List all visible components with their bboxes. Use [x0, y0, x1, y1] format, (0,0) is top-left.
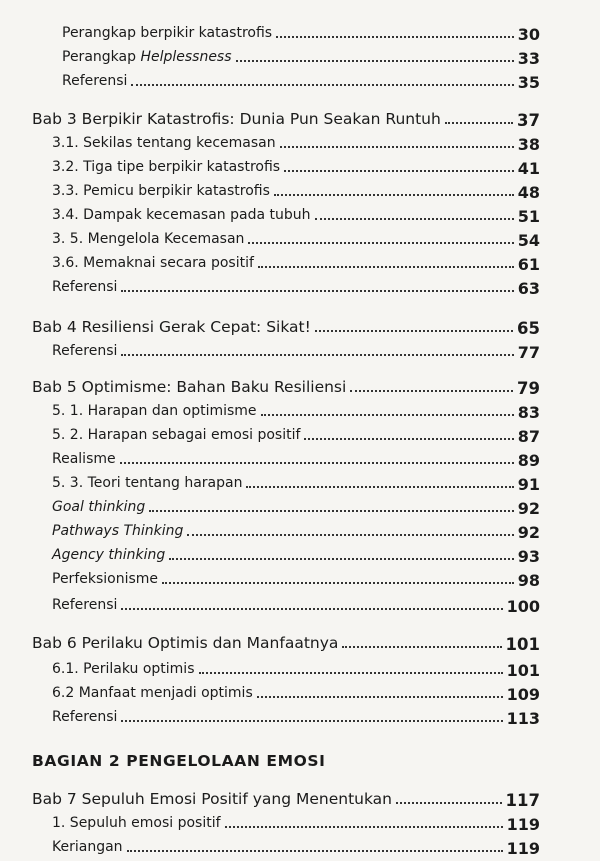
- toc-entry: [52, 680, 540, 704]
- dot-leader: [131, 83, 513, 86]
- dot-leader: [274, 193, 514, 196]
- toc-page-number: 63: [517, 279, 540, 298]
- dot-leader: [225, 825, 503, 828]
- toc-entry-label: 6.1. Perilaku optimis: [52, 661, 195, 677]
- toc-entry: [52, 338, 540, 362]
- dot-leader: [276, 35, 514, 38]
- toc-entry-label: Goal thinking: [52, 499, 146, 515]
- toc-entry-label: 5. 3. Teori tentang harapan: [52, 475, 243, 491]
- dot-leader: [187, 533, 513, 536]
- toc-page-number: 113: [506, 709, 540, 728]
- dot-leader: [258, 265, 514, 268]
- toc-entry-label: 5. 2. Harapan sebagai emosi positif: [52, 427, 301, 443]
- toc-chapter-title: Bab 5 Optimisme: Bahan Baku Resiliensi: [32, 378, 347, 396]
- toc-entry-label: 1. Sepuluh emosi positif: [52, 815, 221, 831]
- toc-entry: [62, 68, 540, 92]
- toc-entry-label: Referensi: [52, 709, 118, 725]
- toc-entry-label: Agency thinking: [52, 547, 166, 563]
- toc-chapter: [32, 374, 540, 398]
- toc-page-number: 38: [517, 135, 540, 154]
- dot-leader: [350, 389, 513, 392]
- dot-leader: [121, 353, 513, 356]
- toc-entry: [52, 592, 540, 616]
- toc-page-number: 54: [517, 231, 540, 250]
- part-heading: BAGIAN 2 PENGELOLAAN EMOSI: [32, 752, 326, 770]
- dot-leader: [261, 413, 514, 416]
- toc-chapter-title: Bab 3 Berpikir Katastrofis: Dunia Pun Seakan Runtuh: [32, 110, 441, 128]
- toc-page-number: 51: [517, 207, 540, 226]
- toc-entry: [52, 704, 540, 728]
- toc-page-number: 33: [517, 49, 540, 68]
- toc-entry-label: Realisme: [52, 451, 116, 467]
- toc-entry-label: Referensi: [52, 597, 118, 613]
- toc-entry: [52, 566, 540, 590]
- toc-entry: [52, 470, 540, 494]
- toc-entry: [52, 422, 540, 446]
- toc-entry: [52, 130, 540, 154]
- toc-page-number: 119: [506, 839, 540, 858]
- toc-entry-label: [62, 48, 232, 68]
- toc-entry: [52, 834, 540, 858]
- toc-entry-label-part: Perangkap: [62, 49, 141, 65]
- toc-entry: [52, 202, 540, 226]
- toc-page-number: 48: [517, 183, 540, 202]
- toc-chapter-title: Bab 4 Resiliensi Gerak Cepat: Sikat!: [32, 318, 311, 336]
- toc-entry: [52, 446, 540, 470]
- toc-page-number: 35: [517, 73, 540, 92]
- dot-leader: [315, 217, 514, 220]
- toc-entry-label-italic: Helplessness: [140, 49, 232, 65]
- toc-page-number: 65: [517, 319, 540, 338]
- dot-leader: [121, 289, 513, 292]
- toc-entry-label: 3.3. Pemicu berpikir katastrofis: [52, 183, 270, 199]
- toc-chapter-title: Bab 6 Perilaku Optimis dan Manfaatnya: [32, 634, 339, 652]
- toc-entry-label: Keriangan: [52, 839, 123, 855]
- toc-entry-label: Perfeksionisme: [52, 571, 159, 587]
- toc-page-number: 93: [517, 547, 540, 566]
- toc-page-number: 87: [517, 427, 540, 446]
- dot-leader: [236, 59, 514, 62]
- toc-entry: [52, 398, 540, 422]
- toc-chapter: [32, 630, 540, 654]
- toc-entry-label: 3. 5. Mengelola Kecemasan: [52, 231, 245, 247]
- toc-page-number: 91: [517, 475, 540, 494]
- dot-leader: [127, 849, 503, 852]
- toc-entry: [52, 656, 540, 680]
- dot-leader: [121, 607, 502, 610]
- toc-page-number: 37: [517, 111, 540, 130]
- toc-entry-label: 6.2 Manfaat menjadi optimis: [52, 685, 253, 701]
- toc-entry: [52, 178, 540, 202]
- dot-leader: [162, 581, 514, 584]
- dot-leader: [248, 241, 513, 244]
- toc-page-number: 101: [505, 635, 540, 654]
- dot-leader: [315, 329, 513, 332]
- toc-page-number: 101: [506, 661, 540, 680]
- toc-chapter-title: Bab 7 Sepuluh Emosi Positif yang Menentukan: [32, 790, 392, 808]
- dot-leader: [149, 509, 514, 512]
- toc-page-number: 100: [506, 597, 540, 616]
- dot-leader: [246, 485, 513, 488]
- toc-entry-label: Referensi: [52, 343, 118, 359]
- toc-entry-label: 3.4. Dampak kecemasan pada tubuh: [52, 207, 311, 223]
- toc-entry: [52, 226, 540, 250]
- dot-leader: [199, 671, 503, 674]
- toc-entry-label: Perangkap berpikir katastrofis: [62, 25, 273, 41]
- dot-leader: [396, 801, 502, 804]
- toc-page-number: 61: [517, 255, 540, 274]
- toc-page-number: 83: [517, 403, 540, 422]
- toc-page-number: 41: [517, 159, 540, 178]
- toc-entry: [52, 250, 540, 274]
- toc-entry: [52, 494, 540, 518]
- dot-leader: [120, 461, 514, 464]
- toc-entry: [62, 20, 540, 44]
- toc-chapter: [32, 314, 540, 338]
- toc-entry-label: 3.2. Tiga tipe berpikir katastrofis: [52, 159, 281, 175]
- dot-leader: [257, 695, 503, 698]
- toc-page-number: 89: [517, 451, 540, 470]
- toc-page-number: 119: [506, 815, 540, 834]
- toc-entry-label: Referensi: [62, 73, 128, 89]
- toc-chapter: [32, 106, 540, 130]
- dot-leader: [121, 719, 502, 722]
- toc-page-number: 117: [505, 791, 540, 810]
- dot-leader: [169, 557, 513, 560]
- toc-page-number: 92: [517, 499, 540, 518]
- toc-chapter: [32, 786, 540, 810]
- dot-leader: [445, 121, 513, 124]
- dot-leader: [284, 169, 514, 172]
- toc-entry: [52, 542, 540, 566]
- toc-page-number: 98: [517, 571, 540, 590]
- toc-page-number: 30: [517, 25, 540, 44]
- toc-entry-label: Pathways Thinking: [52, 523, 184, 539]
- toc-entry-label: 3.6. Memaknai secara positif: [52, 255, 254, 271]
- dot-leader: [342, 645, 501, 648]
- toc-entry-label: 5. 1. Harapan dan optimisme: [52, 403, 257, 419]
- toc-page-number: 77: [517, 343, 540, 362]
- dot-leader: [304, 437, 513, 440]
- toc-entry: [52, 810, 540, 834]
- toc-entry: [62, 44, 540, 68]
- toc-page-number: 92: [517, 523, 540, 542]
- toc-page-number: 79: [517, 379, 540, 398]
- toc-entry: [52, 274, 540, 298]
- toc-entry: [52, 518, 540, 542]
- toc-page-number: 109: [506, 685, 540, 704]
- toc-entry-label: Referensi: [52, 279, 118, 295]
- dot-leader: [280, 145, 514, 148]
- toc-entry: [52, 154, 540, 178]
- toc-entry-label: 3.1. Sekilas tentang kecemasan: [52, 135, 276, 151]
